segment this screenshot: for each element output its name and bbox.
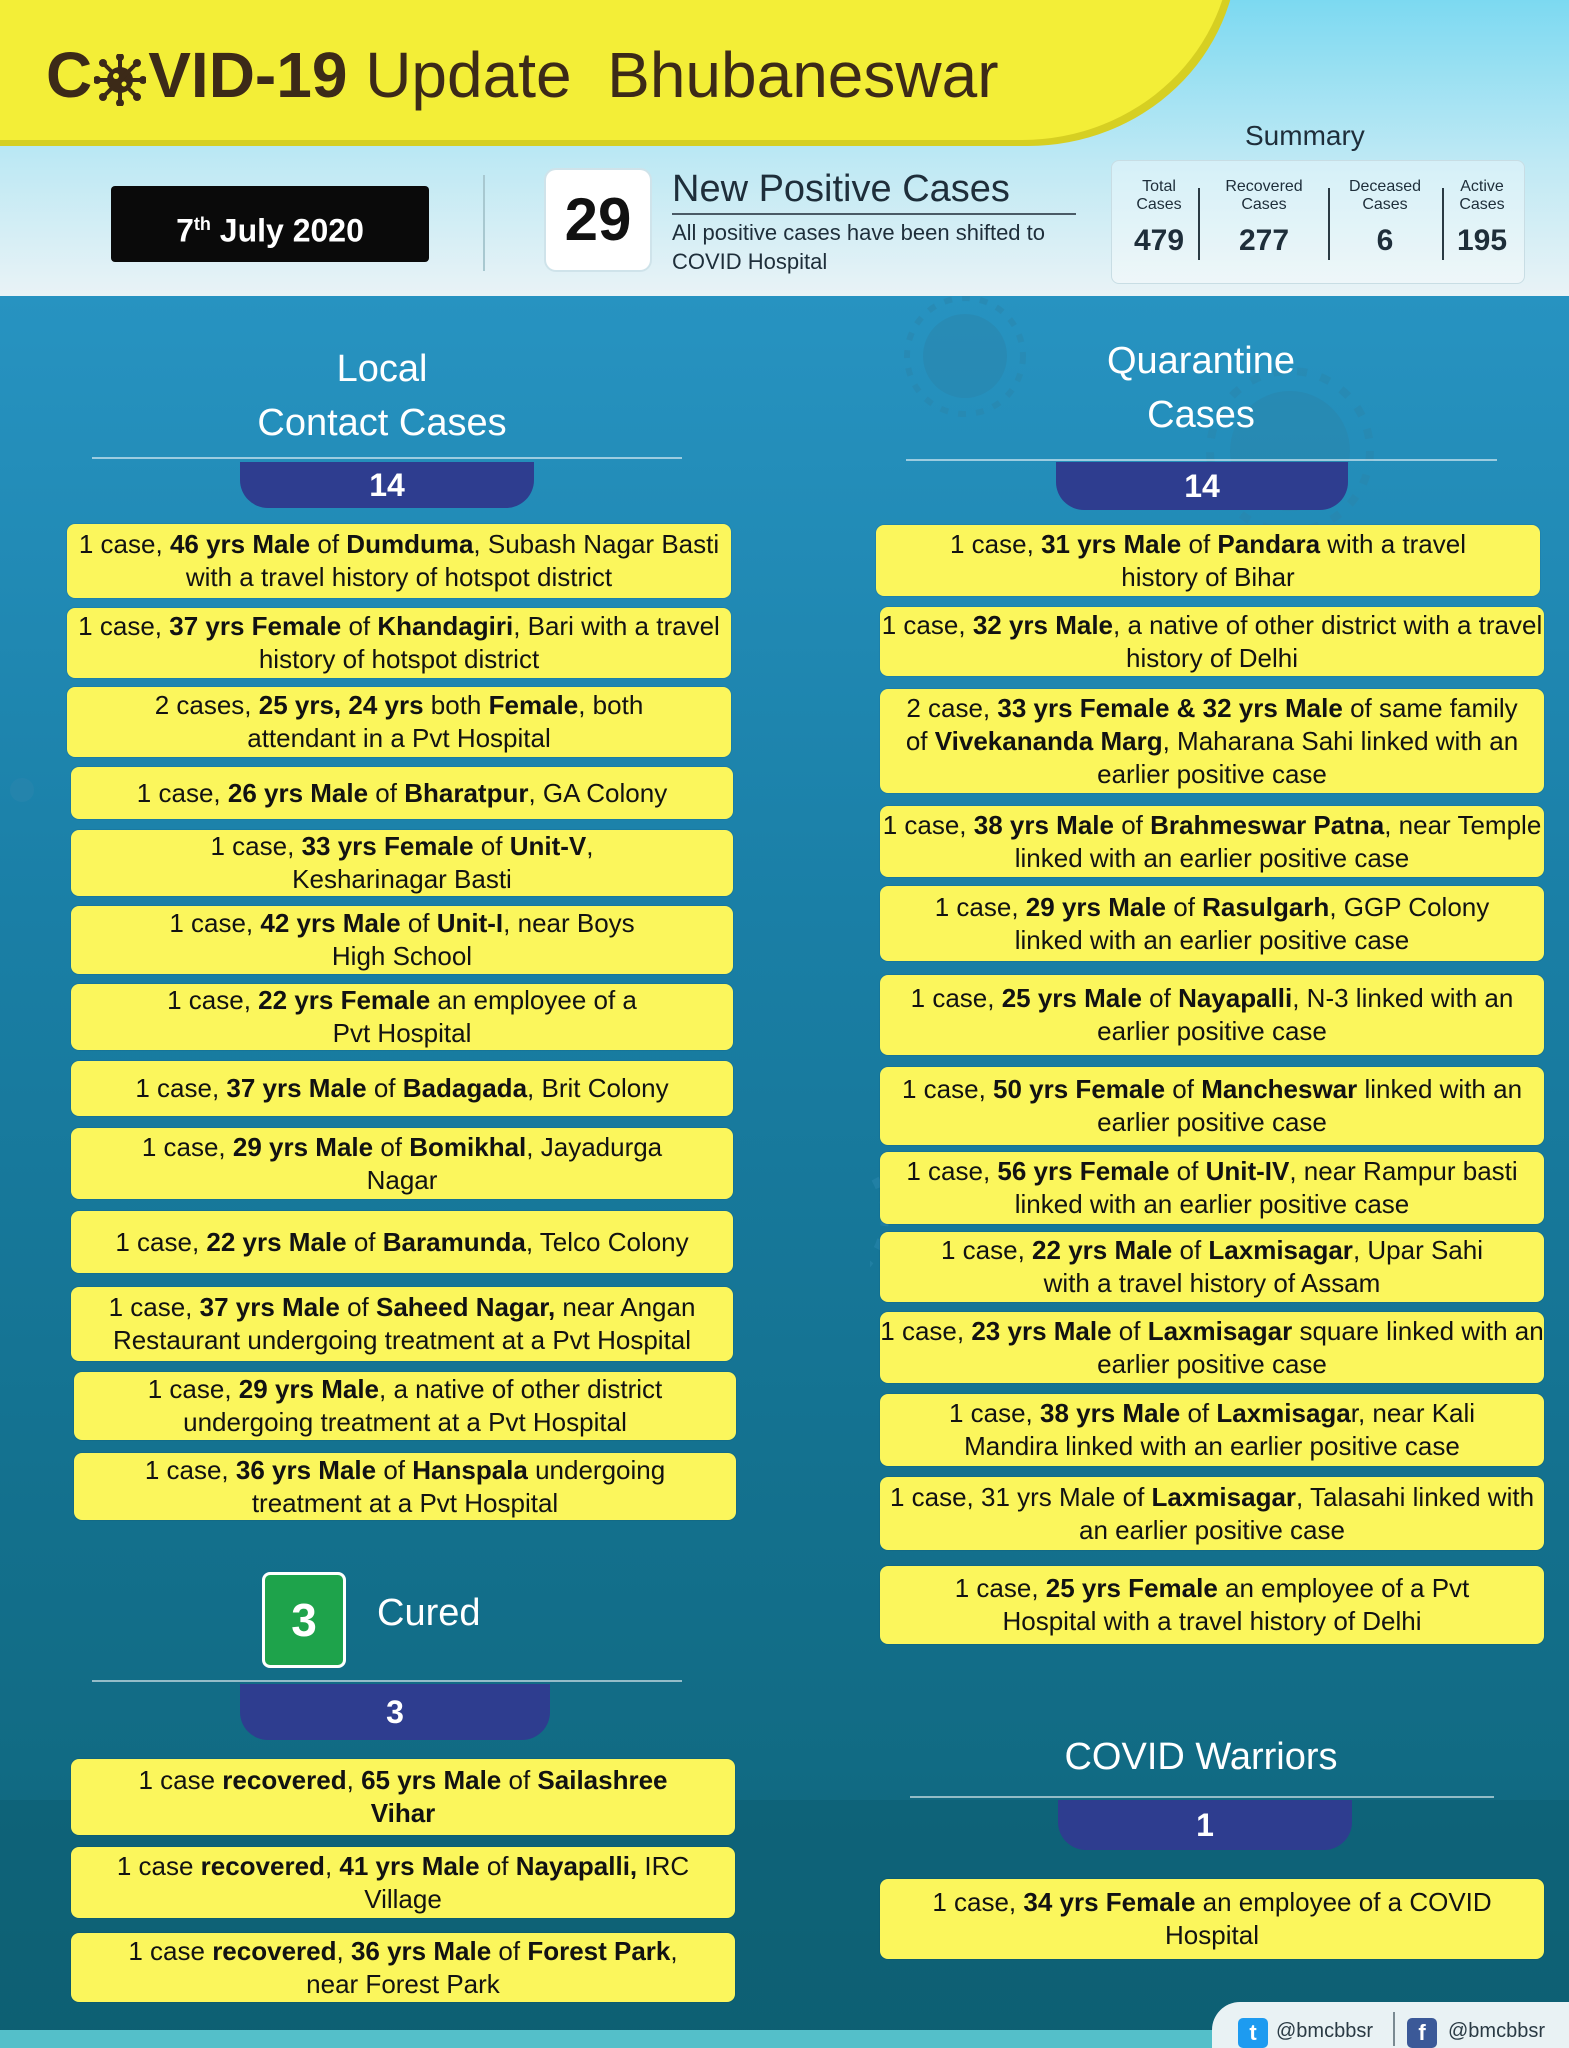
local-case-card bbox=[71, 1061, 733, 1116]
case-text: 2 cases, 25 yrs, 24 yrs both Female, both attendant in a Pvt Hospital bbox=[154, 690, 644, 753]
quarantine-case-card bbox=[880, 607, 1544, 676]
quarantine-case-card bbox=[876, 525, 1540, 596]
quarantine-heading bbox=[906, 334, 1496, 442]
case-text: 1 case, 42 yrs Male of Unit-I, near Boys High School bbox=[169, 908, 635, 971]
case-text: 1 case recovered, 36 yrs Male of Forest Park, near Forest Park bbox=[128, 1935, 678, 1999]
local-case-card bbox=[71, 1128, 733, 1199]
quarantine-case-card bbox=[880, 1067, 1544, 1145]
summary-recovered-label: Recovered Cases bbox=[1225, 178, 1303, 213]
dot-decoration-icon bbox=[0, 740, 60, 820]
title-rest: Update Bhubaneswar bbox=[365, 39, 999, 111]
local-case-card bbox=[71, 1211, 733, 1273]
summary-separator bbox=[1198, 188, 1200, 260]
case-text: 1 case, 25 yrs Female an employee of a Pvt Hospital with a travel history of Delhi bbox=[954, 1573, 1470, 1636]
cured-case-card bbox=[71, 1759, 735, 1835]
social-divider bbox=[1393, 2012, 1395, 2046]
local-heading-line1: Local bbox=[336, 348, 428, 390]
case-text: 1 case, 50 yrs Female of Mancheswar linked with an earlier positive case bbox=[901, 1074, 1523, 1137]
new-cases-note: All positive cases have been shifted to COVID Hospital bbox=[672, 220, 1046, 274]
case-text: 1 case, 37 yrs Female of Khandagiri, Bari with a travel history of hotspot district bbox=[78, 611, 720, 674]
new-cases-count: 29 bbox=[546, 170, 650, 270]
local-case-card bbox=[74, 1372, 736, 1440]
cured-badge: 3 bbox=[262, 1572, 346, 1668]
case-text: 1 case, 23 yrs Male of Laxmisagar square linked with an earlier positive case bbox=[880, 1315, 1544, 1379]
coronavirus-icon bbox=[94, 54, 146, 106]
case-text: 1 case, 46 yrs Male of Dumduma, Subash Nagar Basti with a travel history of hotspot district bbox=[78, 529, 720, 592]
case-text: 1 case, 22 yrs Male of Laxmisagar, Upar Sahi with a travel history of Assam bbox=[940, 1235, 1484, 1298]
quarantine-case-card bbox=[880, 1394, 1544, 1466]
summary-separator bbox=[1328, 188, 1330, 260]
quarantine-case-card bbox=[880, 1152, 1544, 1224]
cured-case-card bbox=[71, 1847, 735, 1918]
quarantine-case-card bbox=[880, 975, 1544, 1055]
summary-deceased-value: 6 bbox=[1376, 224, 1394, 257]
quarantine-case-card bbox=[880, 689, 1544, 793]
summary-title: Summary bbox=[1245, 120, 1365, 151]
quarantine-case-card bbox=[880, 806, 1544, 877]
case-text: 1 case, 37 yrs Male of Badagada, Brit Colony bbox=[135, 1073, 669, 1103]
summary-deceased-label: Deceased Cases bbox=[1348, 178, 1422, 213]
case-text: 1 case, 36 yrs Male of Hanspala undergoing treatment at a Pvt Hospital bbox=[144, 1454, 666, 1518]
case-text: 1 case, 25 yrs Male of Nayapalli, N-3 linked with an earlier positive case bbox=[910, 983, 1514, 1046]
local-heading bbox=[92, 342, 672, 450]
summary-active bbox=[1452, 178, 1512, 258]
local-case-card bbox=[74, 1453, 736, 1520]
local-case-card bbox=[71, 1287, 733, 1361]
title-virus-word: VID-19 bbox=[148, 39, 348, 111]
case-text: 1 case, 26 yrs Male of Bharatpur, GA Colony bbox=[136, 777, 668, 808]
local-heading-line2: Contact Cases bbox=[257, 402, 507, 444]
quarantine-case-card bbox=[880, 886, 1544, 961]
case-text: 1 case, 38 yrs Male of Laxmisagar, near Kali Mandira linked with an earlier positive case bbox=[948, 1398, 1476, 1461]
twitter-handle[interactable]: @bmcbbsr bbox=[1276, 2020, 1373, 2042]
local-case-card bbox=[71, 984, 733, 1050]
case-text: 1 case, 34 yrs Female an employee of a COVID Hospital bbox=[932, 1887, 1492, 1950]
warriors-count-pill: 1 bbox=[1058, 1800, 1352, 1850]
cured-rule bbox=[92, 1680, 682, 1682]
page-title bbox=[46, 38, 999, 118]
summary-separator bbox=[1442, 188, 1444, 260]
case-text: 2 case, 33 yrs Female & 32 yrs Male of same family of Vivekananda Marg, Maharana Sahi linked with an earlier positive case bbox=[905, 692, 1519, 789]
twitter-icon[interactable]: t bbox=[1238, 2018, 1268, 2048]
quarantine-case-card bbox=[880, 1312, 1544, 1383]
case-text: 1 case, 22 yrs Female an employee of a Pvt Hospital bbox=[167, 985, 637, 1048]
case-text: 1 case, 33 yrs Female of Unit-V, Kesharinagar Basti bbox=[210, 831, 594, 894]
header-divider bbox=[483, 175, 485, 271]
case-text: 1 case, 38 yrs Male of Brahmeswar Patna, near Temple linked with an earlier positive case bbox=[882, 809, 1542, 873]
cured-label: Cured bbox=[377, 1592, 481, 1634]
local-case-card bbox=[71, 767, 733, 819]
date-suffix: th bbox=[193, 214, 211, 234]
summary-active-label: Active Cases bbox=[1459, 178, 1505, 213]
local-count-pill: 14 bbox=[240, 462, 534, 508]
quarantine-count-pill: 14 bbox=[1056, 462, 1348, 510]
case-text: 1 case, 32 yrs Male, a native of other district with a travel history of Delhi bbox=[881, 609, 1543, 673]
cured-count-pill: 3 bbox=[240, 1684, 550, 1740]
local-case-card bbox=[67, 524, 731, 598]
facebook-icon[interactable]: f bbox=[1407, 2018, 1437, 2048]
case-text: 1 case, 29 yrs Male of Rasulgarh, GGP Colony linked with an earlier positive case bbox=[934, 891, 1490, 955]
title-c: C bbox=[46, 39, 93, 111]
quarantine-case-card bbox=[880, 1477, 1544, 1550]
local-case-card bbox=[67, 687, 731, 757]
date-day: 7 bbox=[176, 212, 194, 249]
summary-active-value: 195 bbox=[1456, 224, 1508, 257]
local-case-card bbox=[71, 830, 733, 896]
warriors-heading: COVID Warriors bbox=[1064, 1736, 1338, 1778]
quarantine-heading-line1: Quarantine bbox=[1106, 340, 1295, 382]
case-text: 1 case, 31 yrs Male of Laxmisagar, Talasahi linked with an earlier positive case bbox=[889, 1481, 1535, 1545]
summary-total-value: 479 bbox=[1133, 224, 1185, 257]
quarantine-rule bbox=[906, 459, 1497, 461]
summary-recovered-value: 277 bbox=[1238, 224, 1290, 257]
case-text: 1 case recovered, 41 yrs Male of Nayapalli, IRC Village bbox=[116, 1850, 690, 1914]
local-case-card bbox=[71, 906, 733, 974]
new-cases-underline bbox=[672, 213, 1076, 215]
date-badge bbox=[111, 186, 429, 262]
warriors-rule bbox=[910, 1796, 1494, 1798]
date-month-year: July 2020 bbox=[219, 212, 364, 249]
case-text: 1 case, 37 yrs Male of Saheed Nagar, near Angan Restaurant undergoing treatment at a Pvt Hospital bbox=[108, 1292, 696, 1355]
case-text: 1 case, 22 yrs Male of Baramunda, Telco Colony bbox=[115, 1226, 689, 1257]
cured-case-card bbox=[71, 1933, 735, 2002]
case-text: 1 case, 29 yrs Male of Bomikhal, Jayadurga Nagar bbox=[141, 1131, 663, 1195]
summary-deceased bbox=[1340, 178, 1430, 258]
case-text: 1 case, 56 yrs Female of Unit-IV, near Rampur basti linked with an earlier positive case bbox=[906, 1156, 1518, 1219]
case-text: 1 case, 29 yrs Male, a native of other district undergoing treatment at a Pvt Hospital bbox=[147, 1374, 663, 1437]
local-case-card bbox=[67, 608, 731, 678]
summary-total bbox=[1128, 178, 1190, 258]
summary-recovered bbox=[1214, 178, 1314, 258]
quarantine-case-card bbox=[880, 1232, 1544, 1302]
quarantine-case-card bbox=[880, 1566, 1544, 1644]
case-text: 1 case recovered, 65 yrs Male of Sailashree Vihar bbox=[138, 1765, 668, 1828]
quarantine-heading-line2: Cases bbox=[1147, 394, 1255, 436]
warriors-case-card bbox=[880, 1879, 1544, 1959]
case-text: 1 case, 31 yrs Male of Pandara with a travel history of Bihar bbox=[950, 528, 1466, 592]
local-rule bbox=[92, 457, 682, 459]
summary-total-label: Total Cases bbox=[1136, 178, 1182, 213]
facebook-handle[interactable]: @bmcbbsr bbox=[1448, 2020, 1545, 2042]
new-cases-label: New Positive Cases bbox=[672, 168, 1010, 210]
